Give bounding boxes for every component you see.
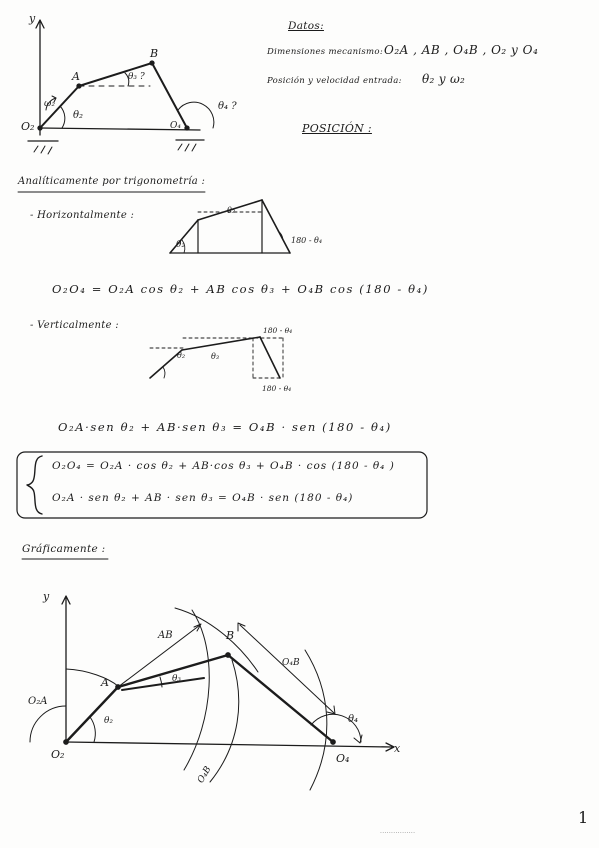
graph-theta3-label: θ₃	[172, 674, 182, 684]
horiz-180-label: 180 - θ₄	[291, 236, 323, 245]
graph-ab-label: AB	[158, 630, 173, 641]
sketch-omega2-label: ω₂	[44, 99, 55, 109]
horiz-theta3-label: θ₃	[227, 206, 236, 215]
vert-theta3-label: θ₃	[211, 352, 220, 361]
graph-theta2-arc	[90, 717, 95, 742]
vert-link-ab	[182, 337, 260, 350]
sketch-theta4-arc	[178, 102, 214, 128]
graph-y-label: y	[43, 590, 50, 603]
vertical-label: - Verticalmente :	[30, 320, 119, 331]
graph-o4b-label: O₄B	[282, 658, 300, 668]
horiz-link-o4b	[262, 200, 290, 253]
sketch-theta2-arc	[60, 106, 65, 128]
graph-link-o4b	[228, 655, 333, 742]
graph-link-o2a	[66, 687, 118, 742]
sketch-b-label: B	[150, 47, 159, 60]
graph-joint-a	[116, 685, 120, 689]
equation-vertical: O₂A·sen θ₂ + AB·sen θ₃ = O₄B · sen (180 - θ₄)	[58, 420, 392, 434]
graph-theta3-segment	[122, 678, 204, 690]
graph-o2a-label: O₂A	[28, 696, 48, 707]
posicion-title: POSICIÓN :	[302, 122, 372, 135]
graph-theta3-arc	[160, 677, 162, 687]
vert-180a-label: 180 - θ₄	[263, 326, 293, 335]
graph-joint-o2	[64, 740, 68, 744]
sketch-joint-o2	[38, 126, 42, 130]
graph-theta4-label: θ₄	[348, 714, 359, 725]
graph-o2-label: O₂	[51, 748, 65, 761]
vert-180b-label: 180 - θ₄	[262, 384, 292, 393]
graph-x-label: x	[394, 742, 401, 755]
vert-link-o4b	[260, 337, 280, 378]
sketch-a-label: A	[72, 70, 80, 83]
sketch-theta4-label: θ₄ ?	[218, 101, 237, 112]
graph-x-axis	[66, 742, 392, 747]
graph-joint-b	[226, 653, 230, 657]
graph-arc-label: O₄B	[196, 764, 214, 786]
sketch-link-o4b	[152, 63, 187, 128]
graph-ab-compass-arc2	[175, 608, 258, 672]
graph-o2a-top-arc	[66, 669, 118, 686]
graph-b-label: B	[226, 629, 235, 642]
system-equation-1: O₂O₄ = O₂A · cos θ₂ + AB·cos θ₃ + O₄B · cos (180 - θ₄ )	[52, 460, 395, 472]
sketch-o4-label: O₄	[170, 121, 181, 131]
horizontal-label: - Horizontalmente :	[30, 210, 135, 221]
graph-o4b-guide	[240, 625, 334, 713]
vert-theta2-label: θ₂	[177, 351, 186, 360]
sketch-theta2-label: θ₂	[73, 110, 84, 121]
grafico-title: Gráficamente :	[22, 543, 106, 555]
graph-a-label: A	[101, 676, 109, 689]
page-footer: ················	[380, 830, 416, 837]
graph-joint-o4	[331, 740, 335, 744]
sketch-y-label: y	[29, 12, 36, 25]
sketch-o2-label: O₂	[21, 120, 35, 133]
analitico-title: Analíticamente por trigonometría :	[18, 176, 206, 187]
equation-horizontal: O₂O₄ = O₂A cos θ₂ + AB cos θ₃ + O₄B cos (180 - θ₄)	[52, 282, 429, 296]
sketch-hatch-right	[178, 144, 196, 151]
page-number: 1	[578, 808, 589, 827]
datos-line1-values: O₂A , AB , O₄B , O₂ y O₄	[384, 43, 539, 57]
datos-line2-values: θ₂ y ω₂	[422, 72, 466, 86]
sketch-theta3-label: θ₃ ?	[128, 72, 145, 82]
graph-o4-label: O₄	[336, 752, 350, 765]
horiz-theta2-label: θ₂	[176, 240, 186, 250]
datos-title: Datos:	[288, 20, 324, 32]
graph-o2a-radius-arc	[30, 706, 66, 742]
datos-line2-prefix: Posición y velocidad entrada:	[267, 76, 402, 86]
sketch-hatch-left	[34, 146, 52, 154]
system-equation-2: O₂A · sen θ₂ + AB · sen θ₃ = O₄B · sen (180 - θ₄)	[52, 492, 354, 504]
sketch-joint-b	[150, 61, 154, 65]
system-brace	[27, 456, 42, 514]
vert-theta2-arc	[163, 367, 165, 378]
datos-line1-prefix: Dimensiones mecanismo:	[267, 47, 383, 57]
sketch-joint-o4	[185, 126, 189, 130]
graph-theta2-label: θ₂	[104, 716, 114, 726]
graph-o4b-compass-arc	[210, 660, 239, 782]
mechanism-sketch	[28, 20, 214, 154]
sketch-joint-a	[77, 84, 81, 88]
